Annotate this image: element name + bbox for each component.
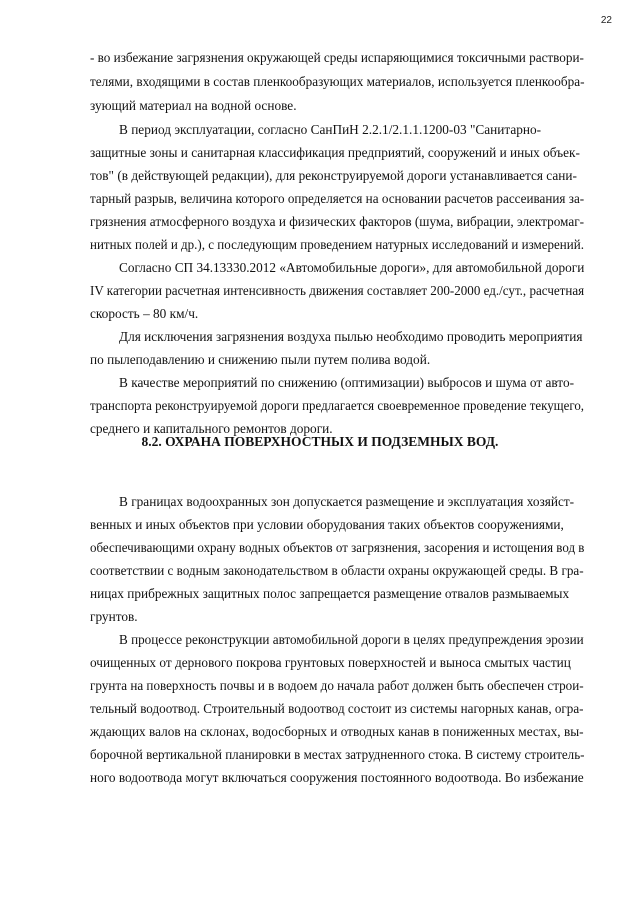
text-line: защитные зоны и санитарная классификация предприятий, сооружений и иных объек- [90, 145, 580, 160]
text-line: В границах водоохранных зон допускается размещение и эксплуатация хозяйст- [119, 494, 575, 509]
text-line: соответствии с водным законодательством в области охраны окружающей среды. В гра- [90, 563, 584, 578]
text-line: IV категории расчетная интенсивность движения составляет 200-2000 ед./сут., расчетная [90, 283, 585, 298]
text-line: обеспечивающими охрану водных объектов от загрязнения, засорения и истощения вод в [90, 540, 585, 555]
text-line: телями, входящими в состав пленкообразующих материалов, используется пленкообра- [90, 74, 585, 89]
text-line: В период эксплуатации, согласно СанПиН 2.2.1/2.1.1.1200-03 "Санитарно- [119, 122, 542, 137]
text-line: по пылеподавлению и снижению пыли путем полива водой. [90, 352, 431, 367]
text-line: грунтов. [90, 609, 138, 624]
text-line: грунта на поверхность почвы и в водоем до начала работ должен быть обеспечен строи- [90, 678, 584, 693]
text-line: среднего и капитального ремонтов дороги. [90, 421, 333, 436]
text-line: грязнения атмосферного воздуха и физических факторов (шума, вибрации, электромаг- [90, 214, 585, 229]
text-line: очищенных от дернового покрова грунтовых поверхностей и выноса смытых частиц [90, 655, 571, 670]
text-line: Согласно СП 34.13330.2012 «Автомобильные дороги», для автомобильной дороги [119, 260, 585, 275]
text-line: зующий материал на водной основе. [90, 98, 297, 113]
text-line: венных и иных объектов при условии оборудования таких объектов сооружениями, [90, 517, 564, 532]
text-line: ницах прибрежных защитных полос запрещается размещение отвалов размываемых [90, 586, 570, 601]
text-line: В качестве мероприятий по снижению (оптимизации) выбросов и шума от авто- [119, 375, 575, 390]
page-number: 22 [600, 15, 612, 26]
section-heading: 8.2. ОХРАНА ПОВЕРХНОСТНЫХ И ПОДЗЕМНЫХ ВОД. [141, 434, 499, 449]
text-line: В процессе реконструкции автомобильной дороги в целях предупреждения эрозии [119, 632, 584, 647]
text-line: Для исключения загрязнения воздуха пылью необходимо проводить мероприятия [119, 329, 583, 344]
text-line: борочной вертикальной планировки в местах затрудненного стока. В систему строитель- [90, 747, 585, 762]
text-line: тов" (в действующей редакции), для реконструируемой дороги устанавливается сани- [90, 168, 577, 183]
text-line: транспорта реконструируемой дороги предлагается своевременное проведение текущего, [90, 398, 585, 413]
text-line: - во избежание загрязнения окружающей среды испаряющимися токсичными раствори- [90, 50, 584, 65]
text-line: тельный водоотвод. Строительный водоотвод состоит из системы нагорных канав, огра- [90, 701, 584, 716]
text-line: тарный разрыв, величина которого определяется на основании расчетов рассеивания за- [90, 191, 585, 206]
text-line: ждающих валов на склонах, водосборных и отводных канав в пониженных местах, вы- [90, 724, 584, 739]
text-line: скорость – 80 км/ч. [90, 306, 199, 321]
text-line: нитных полей и др.), с последующим проведением натурных исследований и измерений. [90, 237, 584, 252]
text-line: ного водоотвода могут включаться сооружения постоянного водоотвода. Во избежание [90, 770, 584, 785]
